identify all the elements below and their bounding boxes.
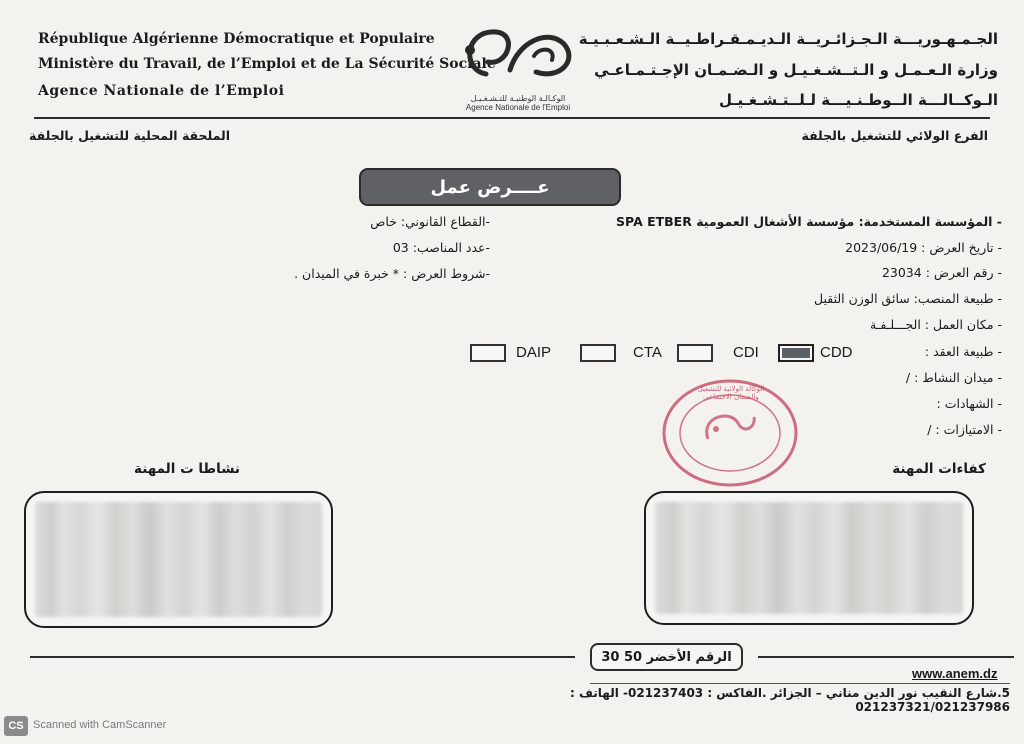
field-contract-type: - طبيعة العقد : [924,344,1002,359]
field-sector: -القطاع القانوني: خاص [370,214,490,229]
footer-website[interactable]: www.anem.dz [912,666,998,681]
field-activity: - ميدان النشاط : / [905,370,1002,385]
contract-cdd-label: CDD [820,344,853,361]
footer-divider-right [758,656,1014,658]
ar-header-line3: الـوكــالـــة الــوطـنـيـــة لـلــتـشـغـيـل [718,91,998,109]
fr-header-line2: Ministère du Travail, de l’Emploi et de La Sécurité Sociale [38,56,496,72]
green-number-badge: الرقم الأخضر 50 30 [590,643,743,671]
skills-panel [644,491,974,625]
contract-cdi-label: CDI [733,344,759,361]
section-skills-title: كفاءات المهنة [892,461,986,477]
logo-arabic-caption: الوكـالـة الوطنيـة للتـشـغـيـل [470,94,566,103]
contract-daip-checkbox[interactable] [470,344,506,362]
footer-divider-left [30,656,575,658]
field-positions-count: -عدد المناصب: 03 [392,240,490,255]
field-conditions: -شروط العرض : * خبرة في الميدان . [294,266,490,281]
logo-french-caption: Agence Nationale de l'Emploi [465,103,571,112]
fr-header-line3: Agence Nationale de l’Emploi [38,83,285,99]
footer-address: 5.شارع النقيب نور الدين مناني – الجزائر .الفاكس : 021237403- الهاتف : 021237321/021237986 [570,686,1010,714]
camscanner-watermark-text: Scanned with CamScanner [33,719,167,731]
contract-cta-checkbox[interactable] [580,344,616,362]
official-stamp [660,377,800,489]
activities-panel [24,491,333,628]
field-location: - مكان العمل : الجـــلـفـة [869,317,1002,332]
contract-daip-label: DAIP [516,344,552,361]
contract-cta-label: CTA [633,344,662,361]
fr-header-line1: République Algérienne Démocratique et Populaire [38,31,435,47]
section-activities-title: نشاطا ت المهنة [134,461,240,477]
contract-cdi-checkbox[interactable] [677,344,713,362]
offer-title: عــــرض عمل [359,168,621,206]
field-date: - تاريخ العرض : 2023/06/19 [845,240,1002,255]
stamp-text: الوكالة الولائية للتشغيل والضمان الاجتماعي [697,385,765,401]
contract-cdd-checkbox[interactable] [778,344,814,362]
anem-logo [448,22,588,114]
ar-header-line1: الجـمـهـوريـــة الـجـزائـريــة الـديـمـقـراطـيــة الـشـعـبـيـة [578,30,998,48]
field-offer-number: - رقم العرض : 23034 [881,265,1002,280]
branch-right: الفرع الولائي للتشغيل بالجلفة [801,128,988,143]
footer-thin-divider [590,683,1010,684]
field-certificates: - الشهادات : [936,396,1002,411]
camscanner-logo-icon: CS [4,716,28,736]
field-employer: - المؤسسة المستخدمة: مؤسسة الأشغال العمومية SPA ETBER [616,214,1002,229]
field-benefits: - الامتيازات : / [927,422,1002,437]
header-divider [34,117,990,119]
anem-logo-icon [448,22,588,92]
ar-header-line2: وزارة الـعـمـل و الـتــشـغـيـل و الـضـمـان الإجـتـمـاعـي [594,61,998,79]
field-position: - طبيعة المنصب: سائق الوزن الثقيل [814,291,1002,306]
branch-left: الملحقة المحلية للتشغيل بالجلفة [29,128,230,143]
